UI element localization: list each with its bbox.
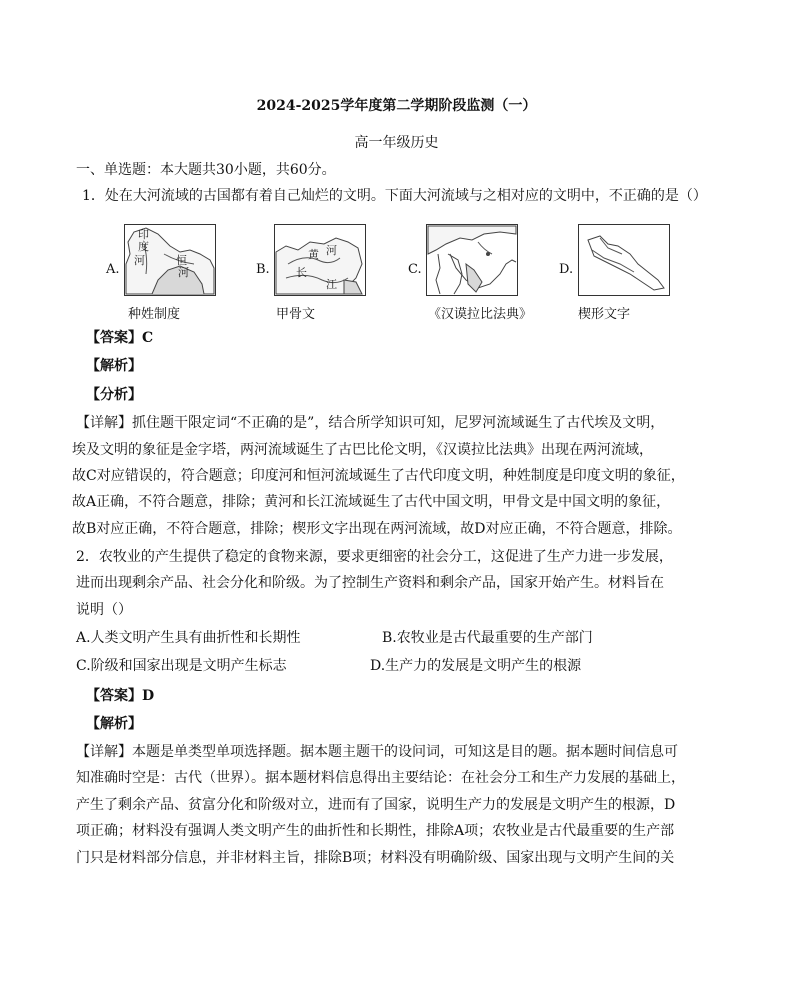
q2-stem-line-3: 说明（） <box>76 602 132 618</box>
q1-map-c <box>426 224 518 296</box>
q2-detail-line-5: 门只是材料部分信息，并非材料主旨，排除B项；材料没有明确阶级、国家出现与文明产生间的关 <box>76 850 675 866</box>
q1-detail-line-2: 埃及文明的象征是金字塔，两河流域诞生了古巴比伦文明，《汉谟拉比法典》出现在两河流域， <box>72 442 653 458</box>
q2-stem-line-1: 2．农牧业的产生提供了稳定的食物来源，要求更细密的社会分工，这促进了生产力进一步发展， <box>76 549 673 565</box>
svg-text:河: 河 <box>326 244 337 257</box>
q2-stem-line-2: 进而出现剩余产品、社会分化和阶级。为了控制生产资料和剩余产品，国家开始产生。材料旨在 <box>76 575 664 591</box>
q1-map-a <box>124 224 216 296</box>
svg-text:河: 河 <box>134 254 145 267</box>
q2-answer: 【答案】D <box>86 688 155 704</box>
q1-fenxi-label: 【分析】 <box>86 387 142 403</box>
q1-option-a-caption: 种姓制度 <box>128 307 181 322</box>
q1-map-d <box>578 224 670 296</box>
q2-option-c: C.阶级和国家出现是文明产生标志 <box>76 658 287 674</box>
q2-option-d: D.生产力的发展是文明产生的根源 <box>370 658 582 674</box>
svg-text:黄: 黄 <box>308 248 319 261</box>
svg-text:长: 长 <box>296 266 307 279</box>
svg-text:江: 江 <box>326 278 337 291</box>
q2-detail-line-1: 【详解】本题是单类型单项选择题。据本题主题干的设问词，可知这是目的题。据本题时间信息可 <box>76 744 678 760</box>
svg-text:恒: 恒 <box>176 254 187 267</box>
q2-detail-line-4: 项正确；材料没有强调人类文明产生的曲折性和长期性，排除A项；农牧业是古代最重要的生产部 <box>76 823 675 839</box>
q1-detail-line-5: 故B对应正确，不符合题意，排除；楔形文字出现在两河流域，故D对应正确，不符合题意，排除。 <box>72 521 682 537</box>
q2-option-b: B.农牧业是古代最重要的生产部门 <box>382 630 593 646</box>
svg-text:印: 印 <box>138 228 149 241</box>
q1-detail-line-3: 故C对应错误的，符合题意；印度河和恒河流域诞生了古代印度文明，种姓制度是印度文明的象征， <box>72 468 685 484</box>
q1-option-b-caption: 甲骨文 <box>276 307 316 322</box>
q2-detail-line-3: 产生了剩余产品、贫富分化和阶级对立，进而有了国家，说明生产力的发展是文明产生的根源，D <box>76 797 676 813</box>
q2-option-a: A.人类文明产生具有曲折性和长期性 <box>76 630 301 646</box>
q1-option-c-letter: C. <box>408 262 422 277</box>
svg-text:河: 河 <box>178 266 189 279</box>
q1-detail-line-4: 故A正确，不符合题意，排除；黄河和长江流域诞生了古代中国文明，甲骨文是中国文明的象征， <box>72 494 671 510</box>
svg-text:度: 度 <box>138 240 149 253</box>
q1-detail-line-1: 【详解】抓住题干限定词“不正确的是”，结合所学知识可知，尼罗河流域诞生了古代埃及文明， <box>76 415 665 431</box>
q1-option-d-caption: 楔形文字 <box>578 307 631 322</box>
q2-analysis-label: 【解析】 <box>86 716 142 732</box>
q1-option-a-letter: A. <box>106 262 120 277</box>
section-heading: 一、单选题：本大题共30小题，共60分。 <box>76 162 336 178</box>
q1-option-c-caption: 《汉谟拉比法典》 <box>428 307 533 322</box>
q2-detail-line-2: 知准确时空是：古代（世界）。据本题材料信息得出主要结论：在社会分工和生产力发展的基础上， <box>76 770 685 786</box>
q1-stem: 1．处在大河流域的古国都有着自己灿烂的文明。下面大河流域与之相对应的文明中，不正确的是（） <box>82 188 707 204</box>
exam-subtitle: 高一年级历史 <box>354 135 439 151</box>
q1-answer: 【答案】C <box>86 330 154 346</box>
q1-map-b <box>274 224 366 296</box>
q1-option-d-letter: D. <box>559 262 574 277</box>
exam-title: 2024-2025学年度第二学期阶段监测（一） <box>256 98 537 114</box>
q1-analysis-label: 【解析】 <box>86 358 142 374</box>
q1-option-b-letter: B. <box>256 262 270 277</box>
